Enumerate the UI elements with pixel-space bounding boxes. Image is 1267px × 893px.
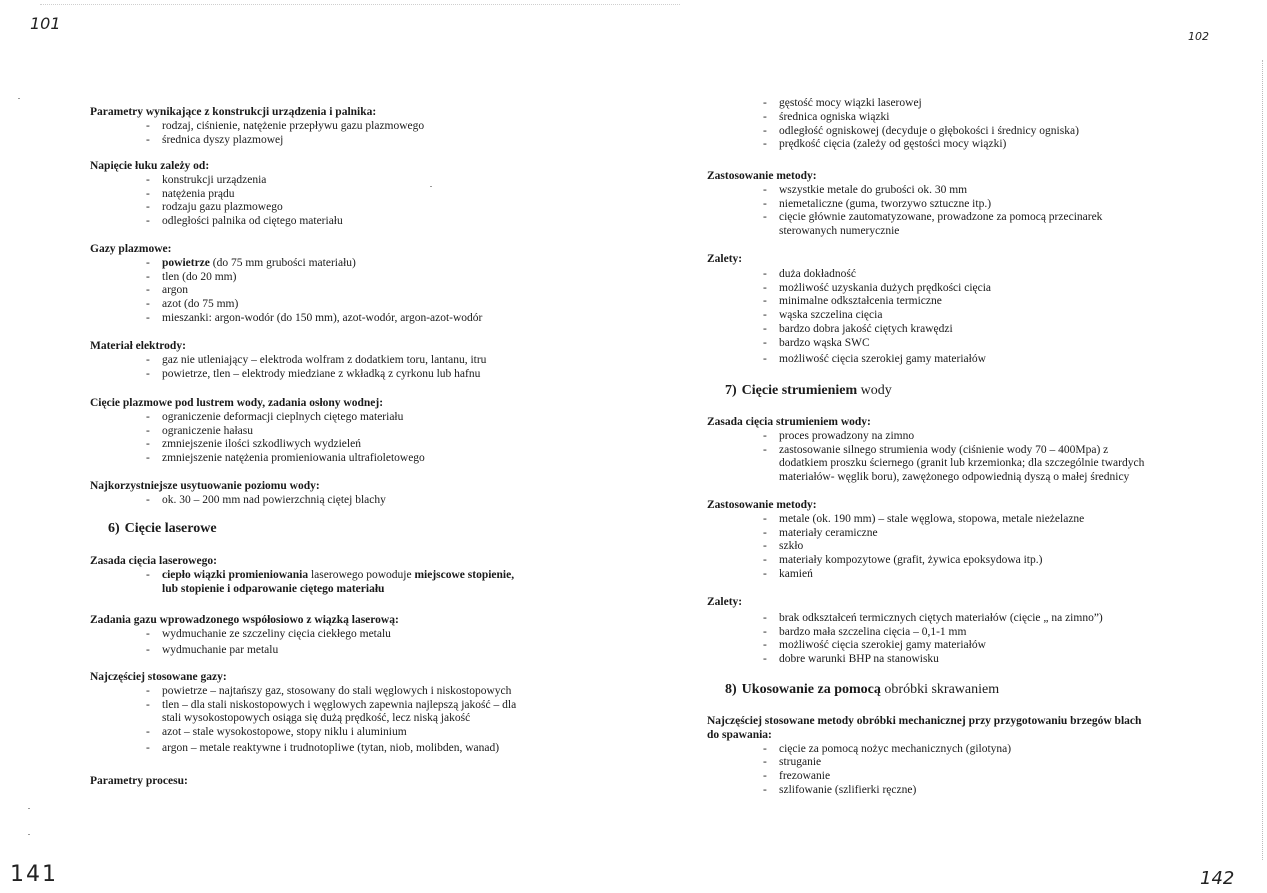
bold-term: miejscowe stopienie, [414, 568, 515, 581]
list-item: - odległości palnika od ciętego materiału [90, 215, 560, 229]
bullet-list [90, 411, 560, 466]
section-title: Zalety: [707, 253, 743, 265]
list-item: - wąska szczelina cięcia [707, 309, 1177, 323]
section-common-gases [90, 671, 560, 756]
list-item-continuation: dodatkiem proszku ściernego (granit lub krzemionka; dla szczególnie twardych [779, 457, 1145, 470]
bold-term: ciepło wiązki promieniowania [162, 568, 309, 581]
bullet-list [707, 612, 1177, 667]
list-item: - ograniczenie hałasu [90, 425, 560, 439]
list-item: - zastosowanie silnego strumienia wody (ciśnienie wody 70 – 400Mpa) z [707, 444, 1177, 458]
list-item: - proces prowadzony na zimno [707, 430, 1177, 444]
bullet-list [90, 569, 560, 597]
section-title: Najkorzystniejsze usytuowanie poziomu wody: [90, 480, 320, 492]
section-laser-advantages [707, 253, 1177, 366]
list-item: - powietrze – najtańszy gaz, stosowany do stali węglowych i niskostopowych [90, 685, 560, 699]
section-title: Zastosowanie metody: [707, 499, 817, 511]
section-process-parameters [90, 775, 560, 789]
list-item: - zmniejszenie ilości szkodliwych wydzieleń [90, 438, 560, 452]
list-item: - gęstość mocy wiązki laserowej [707, 97, 1177, 111]
section-title: Najczęściej stosowane metody obróbki mechanicznej przy przygotowaniu brzegów blach [707, 715, 1142, 727]
scan-speck [28, 834, 30, 835]
section-arc-voltage [90, 160, 560, 229]
list-item: - azot (do 75 mm) [90, 298, 560, 312]
scan-speck [18, 98, 20, 99]
list-item: - tlen – dla stali niskostopowych i węglowych zapewnia najlepszą jakość – dla [90, 699, 560, 713]
list-item: - azot – stale wysokostopowe, stopy niklu i aluminium [90, 726, 560, 740]
chapter-title: Cięcie strumieniem [741, 383, 858, 398]
section-water-level [90, 480, 560, 508]
list-item [90, 569, 560, 583]
list-item: - możliwość cięcia szerokiej gamy materiałów [707, 353, 1177, 367]
list-item: - mieszanki: argon-wodór (do 150 mm), azot-wodór, argon-azot-wodór [90, 312, 560, 326]
list-item: - wydmuchanie ze szczeliny cięcia ciekłego metalu [90, 628, 560, 642]
chapter-number: 8) [725, 682, 737, 697]
list-item: - średnica ogniska wiązki [707, 111, 1177, 125]
section-title: Zasada cięcia laserowego: [90, 555, 217, 567]
section-underwater-cutting [90, 397, 560, 466]
section-waterjet-applications [707, 499, 1177, 582]
page-number-bottom-right: 142 [1200, 868, 1235, 889]
list-item: - bardzo dobra jakość ciętych krawędzi [707, 323, 1177, 337]
bullet-list [707, 268, 1177, 367]
list-item: - struganie [707, 756, 1177, 770]
list-item: - niemetaliczne (guma, tworzywo sztuczne itp.) [707, 198, 1177, 212]
section-title-continuation: do spawania: [707, 728, 772, 741]
list-item: - powietrze, tlen – elektrody miedziane z wkładką z cyrkonu lub hafnu [90, 368, 560, 382]
section-title: Parametry procesu: [90, 775, 188, 787]
list-item: - możliwość uzyskania dużych prędkości cięcia [707, 282, 1177, 296]
chapter-title-rest: obróbki skrawaniem [880, 682, 1000, 697]
list-item: - bardzo wąska SWC [707, 337, 1177, 351]
list-item [90, 257, 560, 271]
list-item-continuation: materiałów- węglik boru), zawężonego odpowiednią dyszą o małej średnicy [779, 471, 1130, 484]
section-title: Napięcie łuku zależy od: [90, 160, 210, 172]
list-item-text: (do 75 mm grubości materiału) [209, 256, 356, 269]
list-item: - rodzaju gazu plazmowego [90, 201, 560, 215]
list-item: - szkło [707, 540, 1177, 554]
bullet-list [707, 430, 1177, 485]
bullet-list [90, 257, 560, 326]
list-item: - bardzo mała szczelina cięcia – 0,1-1 mm [707, 626, 1177, 640]
list-item-continuation: lub stopienie i odparowanie ciętego materiału [162, 582, 385, 595]
section-plasma-gases [90, 243, 560, 326]
list-item-text: laserowego powoduje [308, 568, 415, 581]
list-item: - dobre warunki BHP na stanowisku [707, 653, 1177, 667]
chapter-title: Ukosowanie za pomocą [741, 682, 881, 697]
section-title: Materiał elektrody: [90, 340, 186, 352]
section-beveling-methods [707, 715, 1177, 798]
list-item: - wydmuchanie par metalu [90, 644, 560, 658]
scan-edge-line [40, 4, 680, 5]
section-laser-principle [90, 555, 560, 596]
list-item: - kamień [707, 568, 1177, 582]
section-electrode-material [90, 340, 560, 381]
bold-term: powietrze [162, 256, 210, 269]
bullet-list [707, 743, 1177, 798]
bullet-list [90, 174, 560, 229]
bullet-list [707, 97, 1177, 152]
bullet-list [90, 354, 560, 382]
list-item: - materiały kompozytowe (grafit, żywica epoksydowa itp.) [707, 554, 1177, 568]
page-number-top-right: 102 [1188, 30, 1209, 43]
chapter-heading-8 [725, 683, 1145, 697]
section-title: Zastosowanie metody: [707, 170, 817, 182]
list-item: - cięcie głównie zautomatyzowane, prowadzone za pomocą przecinarek [707, 211, 1177, 225]
list-item: - gaz nie utleniający – elektroda wolfram z dodatkiem toru, lantanu, itru [90, 354, 560, 368]
page-number-top-left: 101 [30, 14, 61, 33]
section-title: Parametry wynikające z konstrukcji urządzenia i palnika: [90, 106, 377, 118]
list-item: - konstrukcji urządzenia [90, 174, 560, 188]
bullet-list [707, 513, 1177, 582]
section-title: Zasada cięcia strumieniem wody: [707, 416, 871, 428]
section-title: Zadania gazu wprowadzonego współosiowo z wiązką laserową: [90, 614, 399, 626]
list-item-continuation: stali wysokostopowych osiąga się dużą prędkość, lecz niską jakość [162, 712, 471, 725]
list-item: - natężenia prądu [90, 188, 560, 202]
list-item-continuation: sterowanych numerycznie [779, 225, 900, 238]
list-item: - rodzaj, ciśnienie, natężenie przepływu gazu plazmowego [90, 120, 560, 134]
section-coaxial-gas-tasks [90, 614, 560, 657]
list-item: - minimalne odkształcenia termiczne [707, 295, 1177, 309]
section-title: Najczęściej stosowane gazy: [90, 671, 227, 683]
list-item: - materiały ceramiczne [707, 527, 1177, 541]
bullet-list [90, 494, 560, 508]
chapter-heading-7 [725, 384, 1125, 398]
list-item: - odległość ogniskowej (decyduje o głębokości i średnicy ogniska) [707, 125, 1177, 139]
chapter-number: 7) [725, 383, 737, 398]
bullet-list [90, 628, 560, 658]
list-item: - szlifowanie (szlifierki ręczne) [707, 784, 1177, 798]
list-item: - frezowanie [707, 770, 1177, 784]
list-item: - średnica dyszy plazmowej [90, 134, 560, 148]
bullet-list [707, 184, 1177, 239]
section-burner-parameters [90, 106, 560, 147]
section-process-parameters-continued [707, 97, 1177, 152]
section-title: Gazy plazmowe: [90, 243, 172, 255]
list-item: - brak odkształceń termicznych ciętych materiałów (cięcie „ na zimno”) [707, 612, 1177, 626]
list-item: - ograniczenie deformacji cieplnych ciętego materiału [90, 411, 560, 425]
section-title: Cięcie plazmowe pod lustrem wody, zadania osłony wodnej: [90, 397, 384, 409]
list-item: - ok. 30 – 200 mm nad powierzchnią ciętej blachy [90, 494, 560, 508]
page-number-bottom-left: 141 [10, 862, 58, 887]
list-item: - argon [90, 284, 560, 298]
scan-right-edge [1262, 60, 1264, 860]
bullet-list [90, 685, 560, 756]
list-item: - prędkość cięcia (zależy od gęstości mocy wiązki) [707, 138, 1177, 152]
list-item: - metale (ok. 190 mm) – stale węglowa, stopowa, metale nieżelazne [707, 513, 1177, 527]
section-title: Zalety: [707, 596, 743, 608]
chapter-title: Cięcie laserowe [124, 521, 217, 536]
scan-speck [28, 808, 30, 809]
list-item: - zmniejszenie natężenia promieniowania ultrafioletowego [90, 452, 560, 466]
section-waterjet-principle [707, 416, 1177, 485]
section-waterjet-advantages [707, 596, 1177, 667]
section-laser-applications [707, 170, 1177, 239]
list-item: - argon – metale reaktywne i trudnotopliwe (tytan, niob, molibden, wanad) [90, 742, 560, 756]
list-item: - duża dokładność [707, 268, 1177, 282]
list-item: - tlen (do 20 mm) [90, 271, 560, 285]
chapter-title-rest: wody [857, 383, 892, 398]
chapter-heading-6 [108, 522, 508, 536]
bullet-list [90, 120, 560, 148]
list-item: - cięcie za pomocą nożyc mechanicznych (gilotyna) [707, 743, 1177, 757]
chapter-number: 6) [108, 521, 120, 536]
list-item: - wszystkie metale do grubości ok. 30 mm [707, 184, 1177, 198]
list-item: - możliwość cięcia szerokiej gamy materiałów [707, 639, 1177, 653]
